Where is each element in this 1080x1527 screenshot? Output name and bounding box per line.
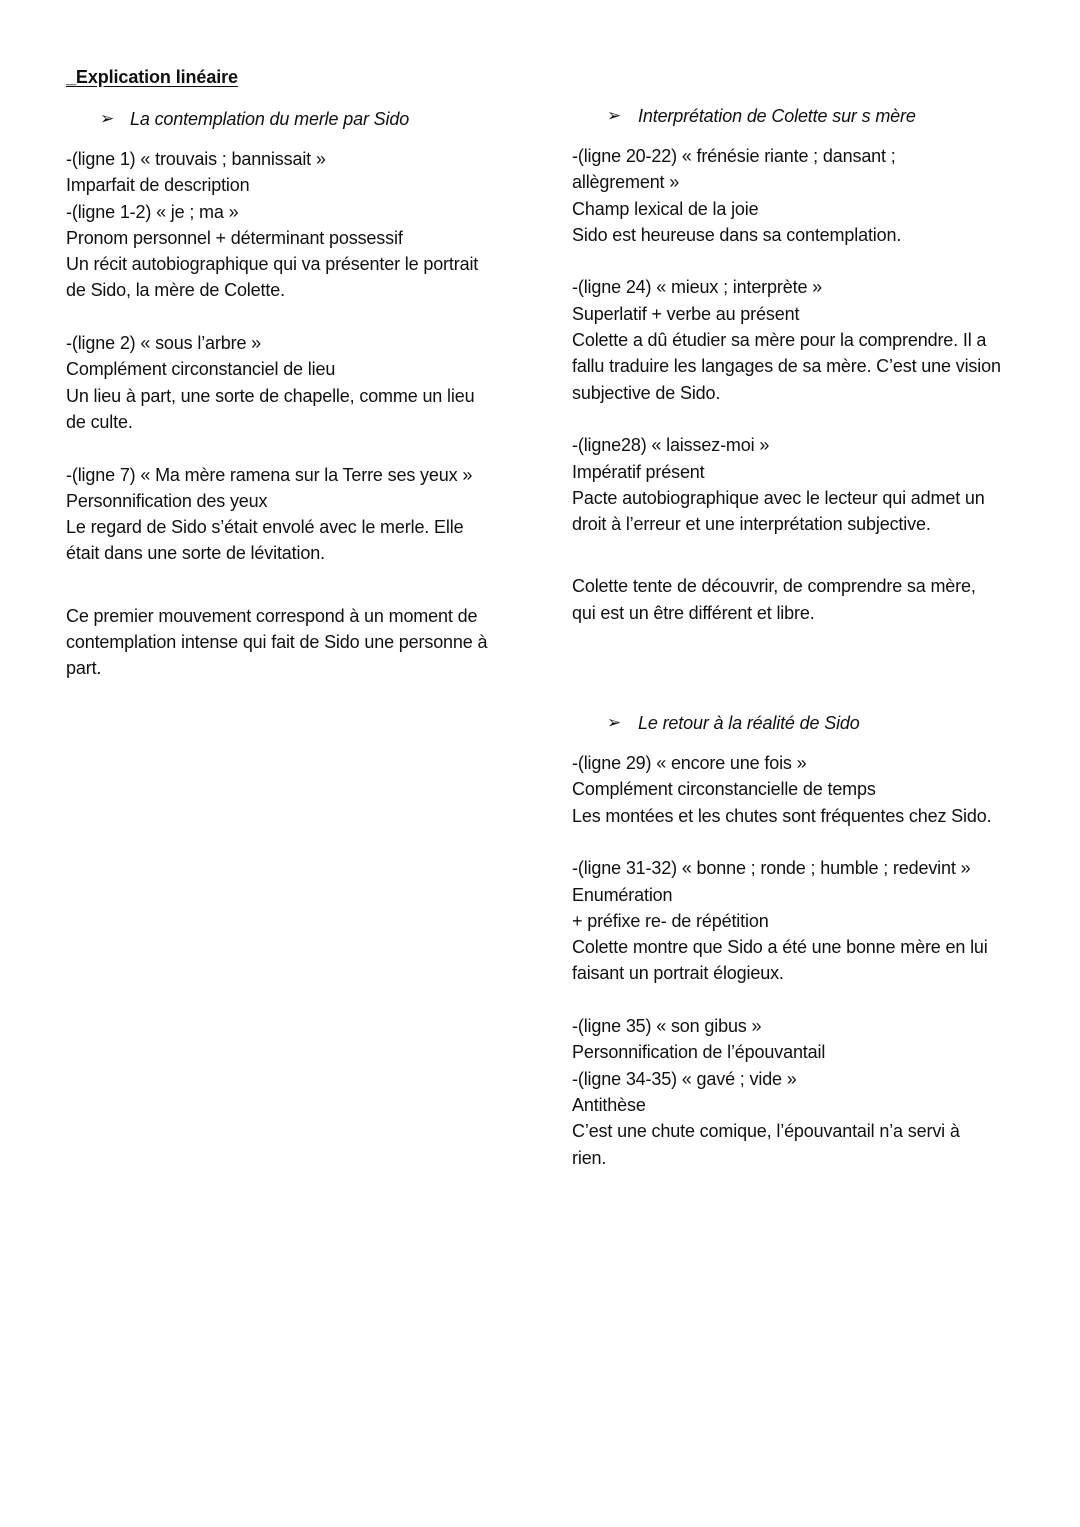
analysis-block (572, 1013, 1032, 1171)
analysis-block (66, 146, 536, 304)
interpretation-text: Sido est heureuse dans sa contemplation. (572, 224, 902, 245)
figure-of-speech: Complément circonstanciel de lieu (66, 359, 336, 380)
interpretation-text: rien. (572, 1147, 607, 1168)
analysis-block (572, 143, 1032, 248)
conclusion-text: qui est un être différent et libre. (572, 602, 815, 623)
quote-reference: -(ligne 7) « Ma mère ramena sur la Terre ses yeux » (66, 464, 473, 485)
section-heading-text: Interprétation de Colette sur s mère (638, 106, 916, 126)
figure-of-speech: Antithèse (572, 1094, 646, 1115)
figure-of-speech: + préfixe re- de répétition (572, 910, 769, 931)
quote-reference: -(ligne 20-22) « frénésie riante ; dansant ; (572, 146, 896, 166)
section-heading-contemplation (66, 106, 536, 132)
interpretation-text: faisant un portrait élogieux. (572, 963, 784, 984)
quote-reference: -(ligne 1) « trouvais ; bannissait » (66, 149, 326, 169)
analysis-block (572, 432, 1032, 537)
interpretation-text: Colette montre que Sido a été une bonne mère en lui (572, 937, 988, 958)
conclusion-block (572, 573, 1032, 626)
interpretation-text: droit à l’erreur et une interprétation subjective. (572, 514, 931, 535)
quote-reference: -(ligne 34-35) « gavé ; vide » (572, 1068, 797, 1089)
analysis-block (66, 330, 536, 435)
quote-reference: -(ligne 2) « sous l’arbre » (66, 333, 262, 354)
figure-of-speech: Impératif présent (572, 461, 705, 482)
conclusion-text: Ce premier mouvement correspond à un moment de (66, 605, 478, 626)
interpretation-text: subjective de Sido. (572, 382, 721, 403)
analysis-block (66, 462, 536, 567)
right-column (572, 103, 1032, 1171)
interpretation-text: Un lieu à part, une sorte de chapelle, comme un lieu (66, 385, 475, 406)
interpretation-text: Colette a dû étudier sa mère pour la comprendre. Il a (572, 330, 987, 351)
figure-of-speech: Imparfait de description (66, 175, 250, 196)
figure-of-speech: Pronom personnel + déterminant possessif (66, 227, 403, 248)
interpretation-text: Un récit autobiographique qui va présenter le portrait (66, 254, 479, 275)
analysis-block (572, 750, 1032, 829)
figure-of-speech: Superlatif + verbe au présent (572, 303, 800, 324)
interpretation-text: fallu traduire les langages de sa mère. C’est une vision (572, 356, 1001, 377)
section-heading-interpretation (572, 103, 1032, 129)
arrow-bullet-icon: ➢ (607, 713, 622, 733)
figure-of-speech: Champ lexical de la joie (572, 198, 759, 219)
figure-of-speech: Personnification de l’épouvantail (572, 1042, 826, 1063)
figure-of-speech: Personnification des yeux (66, 490, 268, 511)
section-heading-text: La contemplation du merle par Sido (130, 109, 410, 129)
document-title: _Explication linéaire (66, 67, 238, 87)
figure-of-speech: Complément circonstancielle de temps (572, 779, 876, 800)
conclusion-block (66, 603, 536, 682)
figure-of-speech: Enumération (572, 884, 673, 905)
quote-reference: -(ligne 31-32) « bonne ; ronde ; humble ; redevint » (572, 858, 971, 879)
quote-reference: -(ligne28) « laissez-moi » (572, 435, 770, 456)
interpretation-text: C’est une chute comique, l’épouvantail n’a servi à (572, 1121, 960, 1142)
section-heading-retour-realite (572, 710, 1032, 736)
quote-reference: allègrement » (572, 172, 680, 193)
section-heading-text: Le retour à la réalité de Sido (638, 713, 860, 734)
left-column (66, 106, 536, 682)
arrow-bullet-icon: ➢ (607, 106, 622, 125)
interpretation-text: de culte. (66, 411, 133, 432)
conclusion-text: contemplation intense qui fait de Sido une personne à (66, 632, 488, 653)
interpretation-text: de Sido, la mère de Colette. (66, 280, 285, 301)
analysis-block (572, 274, 1032, 405)
interpretation-text: Les montées et les chutes sont fréquentes chez Sido. (572, 805, 992, 826)
interpretation-text: était dans une sorte de lévitation. (66, 543, 325, 564)
interpretation-text: Le regard de Sido s’était envolé avec le merle. Elle (66, 517, 464, 538)
arrow-bullet-icon: ➢ (100, 109, 115, 128)
conclusion-text: Colette tente de découvrir, de comprendre sa mère, (572, 576, 976, 597)
quote-reference: -(ligne 35) « son gibus » (572, 1016, 762, 1037)
quote-reference: -(ligne 1-2) « je ; ma » (66, 201, 239, 222)
analysis-block (572, 855, 1032, 986)
conclusion-text: part. (66, 658, 102, 679)
interpretation-text: Pacte autobiographique avec le lecteur qui admet un (572, 487, 985, 508)
quote-reference: -(ligne 29) « encore une fois » (572, 753, 807, 774)
quote-reference: -(ligne 24) « mieux ; interprète » (572, 277, 823, 298)
